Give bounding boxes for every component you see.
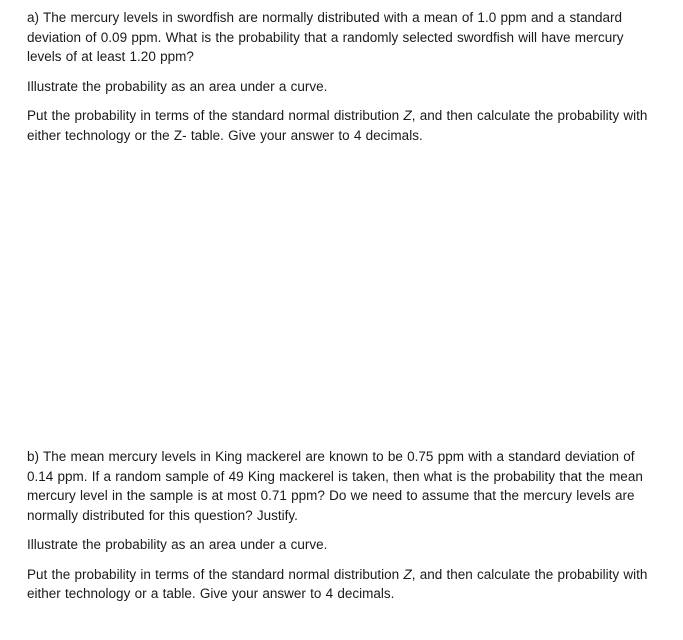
text-run: , and then calculate the probability with either technology or a table. Give your answer to 4 decimals. <box>27 566 648 601</box>
question-a-illustrate-instruction: Illustrate the probability as an area under a curve. <box>27 78 328 94</box>
text-run: , and then calculate the probability with either technology or the Z- table. Give your answer to 4 decimals. <box>27 108 648 143</box>
question-b-illustrate-instruction: Illustrate the probability as an area under a curve. <box>27 537 328 552</box>
z-symbol: Z <box>403 566 412 582</box>
z-symbol: Z <box>403 108 412 123</box>
question-a-statement: a) The mercury levels in swordfish are normally distributed with a mean of 1.0 ppm and a standard deviation of 0.09 ppm. What is the probability that a randomly selected swordfish will have mercury levels of at least 1.20 ppm? <box>27 10 624 64</box>
question-a-calculation-instruction <box>27 106 657 145</box>
text-run: Put the probability in terms of the standard normal distribution <box>27 108 404 123</box>
blank-work-area <box>27 155 657 447</box>
question-b-statement: b) The mean mercury levels in King mackerel are known to be 0.75 ppm with a standard deviation of 0.14 ppm. If a random sample of 49 King mackerel is taken, then what is the probability that the mean mercury level in the sample is at most 0.71 ppm? Do we need to assume that the mercury levels are normally distributed for this question? Justify. <box>27 449 643 523</box>
question-b-calculation-instruction <box>27 565 657 604</box>
text-run: Put the probability in terms of the standard normal distribution <box>27 566 404 582</box>
